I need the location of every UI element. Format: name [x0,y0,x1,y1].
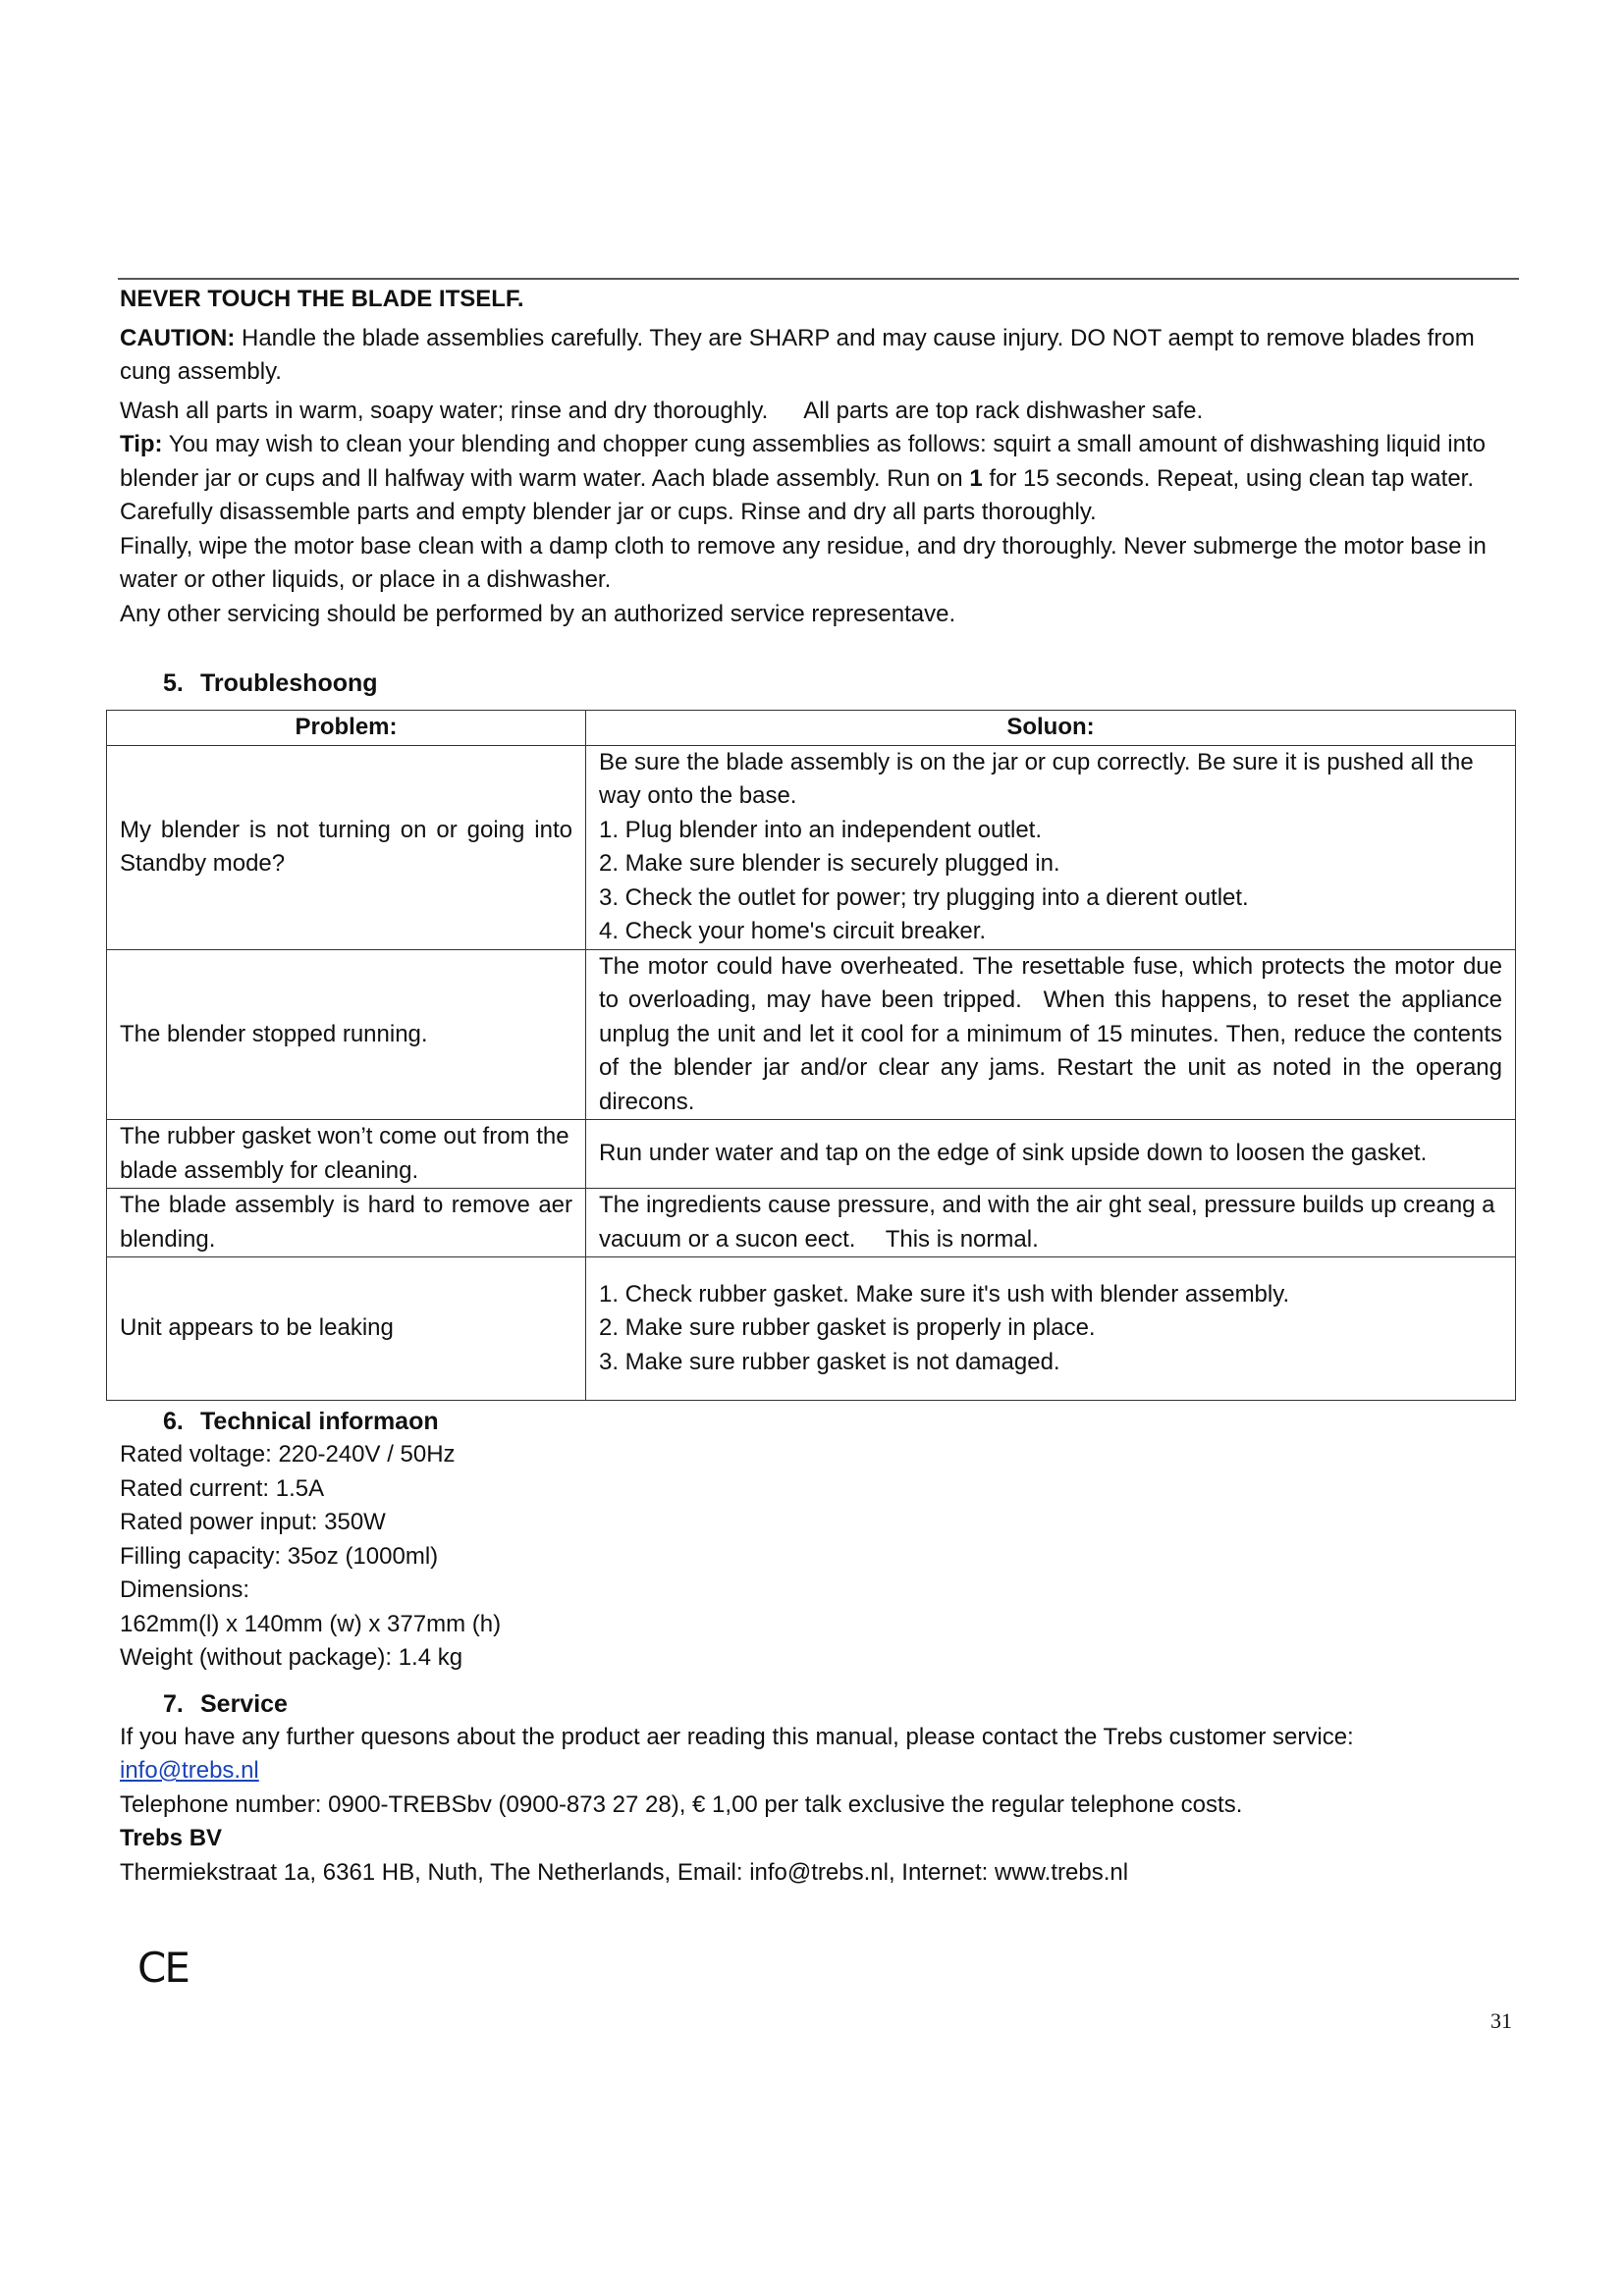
finally-paragraph: Finally, wipe the motor base clean with a damp cloth to remove any residue, and dry thoroughly. Never submerge the motor base in water or other liquids, or place in a dishwasher. [120,532,1487,593]
problem-cell: The blade assembly is hard to remove aer blending. [107,1189,586,1257]
table-row [107,949,1516,1120]
wash-paragraph: Wash all parts in warm, soapy water; rinse and dry thoroughly. All parts are top rack dishwasher safe. [120,397,1204,424]
solution-cell [586,1257,1516,1401]
section-number: 6. [163,1408,184,1435]
page-content [120,283,1514,1890]
technical-heading [120,1405,1514,1438]
table-header-row [107,711,1516,746]
solution-line: The ingredients cause pressure, and with the air ght seal, pressure builds up creang a vacuum or a sucon eect. This is normal. [599,1192,1495,1253]
spec-line: Dimensions: [120,1576,250,1603]
problem-cell: My blender is not turning on or going into Standby mode? [107,745,586,949]
spec-line: Filling capacity: 35oz (1000ml) [120,1542,439,1570]
table-row [107,745,1516,949]
section-number: 7. [163,1689,184,1718]
ce-mark-icon: CE [137,1944,189,1992]
caution-text: Handle the blade assemblies carefully. They are SHARP and may cause injury. DO NOT aempt to remove blades from cung assembly. [120,324,1475,385]
tip-speed-setting: 1 [969,464,983,492]
spec-line: 162mm(l) x 140mm (w) x 377mm (h) [120,1610,502,1637]
caution-label: CAUTION: [120,324,236,351]
solution-line: The motor could have overheated. The resettable fuse, which protects the motor due to overloading, may have been tripped. When this happens, to reset the appliance unplug the unit and let it cool for a minimum of 15 minutes. Then, reduce the contents of the blender jar and/or clear any jams. Restart the unit as noted in the operang direcons. [599,952,1502,1115]
section-title: Technical informaon [200,1408,439,1435]
service-intro: If you have any further quesons about the product aer reading this manual, please contact the Trebs customer service: [120,1723,1354,1750]
problem-cell: Unit appears to be leaking [107,1257,586,1401]
solution-cell [586,1189,1516,1257]
problem-column-header: Problem: [107,711,586,746]
service-email-link[interactable]: info@trebs.nl [120,1757,259,1784]
tip-label: Tip: [120,431,163,457]
solution-line: 1. Plug blender into an independent outlet. [599,816,1043,843]
spec-line: Rated current: 1.5A [120,1474,325,1502]
solution-line: 4. Check your home's circuit breaker. [599,918,987,944]
service-heading [120,1687,1514,1721]
section-title: Service [200,1689,288,1718]
telephone-line: Telephone number: 0900-TREBSbv (0900-873 27 28), € 1,00 per talk exclusive the regular telephone costs. [120,1790,1243,1818]
company-address: Thermiekstraat 1a, 6361 HB, Nuth, The Netherlands, Email: info@trebs.nl, Internet: www.trebs.nl [120,1858,1129,1886]
solution-line: 1. Check rubber gasket. Make sure it's ush with blender assembly. [599,1280,1290,1308]
solution-line: 2. Make sure rubber gasket is properly in place. [599,1314,1096,1342]
solution-cell [586,745,1516,949]
problem-cell: The blender stopped running. [107,949,586,1120]
service-email-line [120,1754,1514,1789]
solution-cell [586,1120,1516,1189]
caution-paragraph [120,322,1514,390]
solution-line: 3. Make sure rubber gasket is not damaged. [599,1348,1060,1375]
spec-line: Weight (without package): 1.4 kg [120,1644,463,1671]
tip-paragraph [120,428,1514,530]
solution-column-header: Soluon: [586,711,1516,746]
solution-line: 2. Make sure blender is securely plugged in. [599,850,1060,877]
servicing-paragraph: Any other servicing should be performed by an authorized service representave. [120,600,956,627]
solution-line: Be sure the blade assembly is on the jar or cup correctly. Be sure it is pushed all the way onto the base. [599,748,1474,809]
top-divider [118,278,1519,280]
page-number: 31 [1490,2008,1512,2033]
solution-line: Run under water and tap on the edge of sink upside down to loosen the gasket. [599,1140,1428,1167]
troubleshooting-heading [120,667,1514,700]
tip-text-b: for 15 seconds. Repeat, using clean tap water. Carefully disassemble parts and empty blender jar or cups. Rinse and dry all parts thoroughly. [120,464,1474,525]
section-number: 5. [163,669,184,697]
technical-specs [120,1438,1514,1676]
table-row [107,1257,1516,1401]
spec-line: Rated power input: 350W [120,1509,386,1535]
tip-text-a: You may wish to clean your blending and chopper cung assemblies as follows: squirt a small amount of dishwashing liquid into blender jar or cups and ll halfway with warm water. Aach blade assembly. Run on [120,431,1486,492]
table-row [107,1120,1516,1189]
company-name: Trebs BV [120,1825,223,1851]
table-row [107,1189,1516,1257]
troubleshooting-table [106,710,1516,1401]
solution-cell [586,949,1516,1120]
solution-line: 3. Check the outlet for power; try plugging into a dierent outlet. [599,883,1249,911]
section-title: Troubleshoong [200,669,378,697]
spec-line: Rated voltage: 220-240V / 50Hz [120,1441,456,1468]
blade-warning-heading: NEVER TOUCH THE BLADE ITSELF. [120,286,524,312]
problem-cell: The rubber gasket won’t come out from the blade assembly for cleaning. [107,1120,586,1189]
